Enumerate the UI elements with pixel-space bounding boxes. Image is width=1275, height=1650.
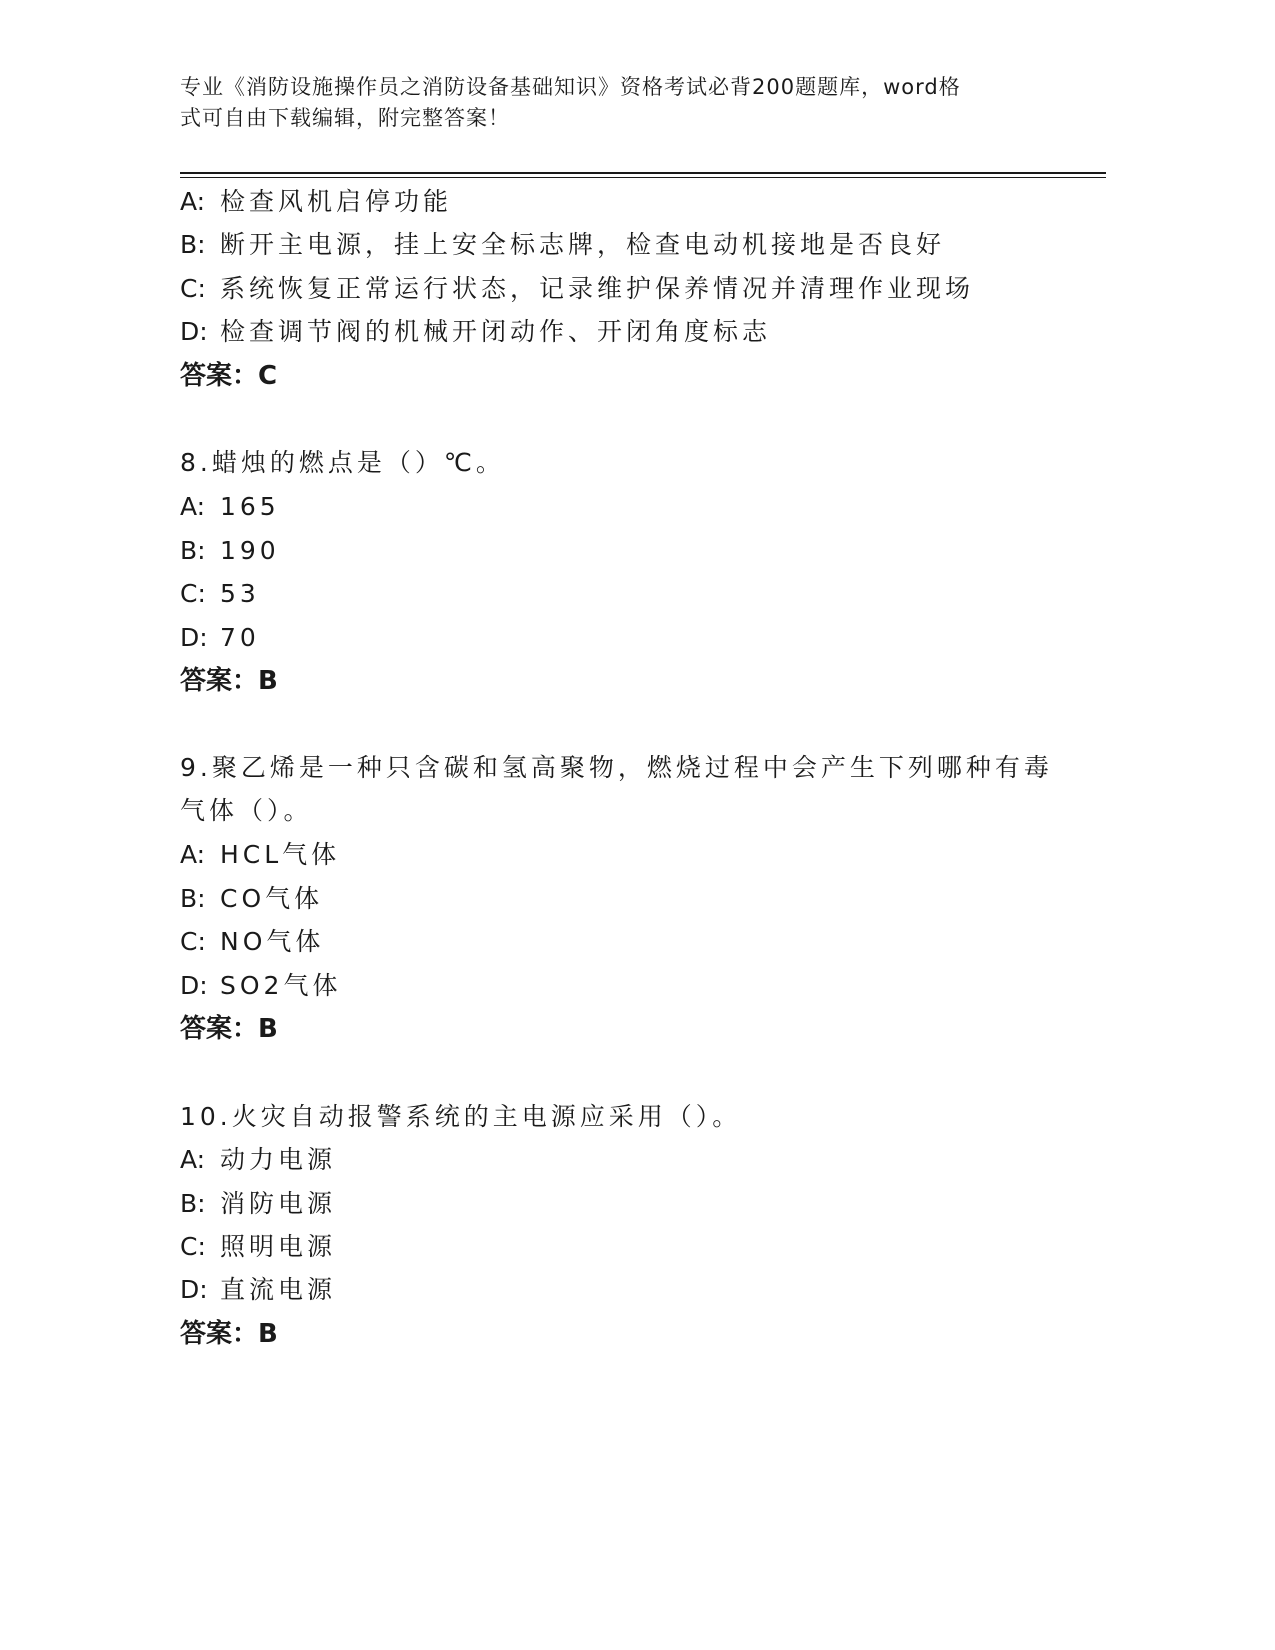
q7-option-d	[180, 317, 771, 347]
q10-option-b	[180, 1189, 336, 1219]
q10-option-c	[180, 1232, 336, 1262]
option-text: 165	[220, 492, 280, 521]
q8-option-c	[180, 579, 260, 609]
q9-option-b	[180, 884, 323, 914]
q9-option-a	[180, 840, 340, 870]
q7-option-b	[180, 230, 945, 260]
q8-answer: 答案：B	[180, 666, 278, 696]
q10-option-d	[180, 1275, 336, 1305]
option-label: A:	[180, 840, 206, 869]
option-label: D:	[180, 971, 208, 1000]
q9-option-d	[180, 971, 341, 1001]
q8-option-b	[180, 536, 280, 566]
q9-stem-line-1: 9.聚乙烯是一种只含碳和氢高聚物，燃烧过程中会产生下列哪种有毒	[180, 753, 1053, 782]
option-label: A:	[180, 1145, 206, 1174]
option-label: B:	[180, 1189, 206, 1218]
option-text: SO2气体	[220, 971, 342, 1000]
q7-answer: 答案：C	[180, 361, 278, 391]
option-label: D:	[180, 623, 208, 652]
document-header	[180, 72, 1040, 134]
option-text: 照明电源	[220, 1232, 337, 1261]
header-divider-thin	[180, 177, 1106, 178]
option-label: D:	[180, 317, 208, 346]
option-text: NO气体	[220, 927, 325, 956]
option-label: B:	[180, 536, 206, 565]
option-text: 190	[220, 536, 280, 565]
q7-option-a	[180, 187, 452, 217]
q9-option-c	[180, 927, 324, 957]
option-text: 系统恢复正常运行状态，记录维护保养情况并清理作业现场	[220, 274, 975, 303]
q10-stem: 10.火灾自动报警系统的主电源应采用（）。	[180, 1102, 742, 1131]
option-text: 消防电源	[220, 1189, 337, 1218]
option-text: CO气体	[220, 884, 324, 913]
option-text: 动力电源	[220, 1145, 337, 1174]
option-label: C:	[180, 274, 206, 303]
option-text: 检查风机启停功能	[220, 187, 453, 216]
option-text: 53	[220, 579, 260, 608]
q10-option-a	[180, 1145, 336, 1175]
q8-option-d	[180, 623, 260, 653]
q10-answer: 答案：B	[180, 1319, 278, 1349]
option-label: D:	[180, 1275, 208, 1304]
q9-stem-line-2: 气体（）。	[180, 796, 313, 825]
option-label: B:	[180, 230, 206, 259]
option-label: A:	[180, 492, 206, 521]
q8-stem: 8.蜡烛的燃点是（）℃。	[180, 448, 505, 477]
option-text: HCL气体	[220, 840, 341, 869]
option-text: 断开主电源，挂上安全标志牌，检查电动机接地是否良好	[220, 230, 946, 259]
option-text: 直流电源	[220, 1275, 337, 1304]
q7-option-c	[180, 274, 974, 304]
header-divider-thick	[180, 172, 1106, 174]
option-text: 70	[220, 623, 260, 652]
q8-option-a	[180, 492, 280, 522]
option-label: C:	[180, 1232, 206, 1261]
option-label: C:	[180, 927, 206, 956]
header-line-2: 式可自由下载编辑，附完整答案！	[180, 106, 510, 130]
q9-answer: 答案：B	[180, 1014, 278, 1044]
option-label: B:	[180, 884, 206, 913]
option-text: 检查调节阀的机械开闭动作、开闭角度标志	[220, 317, 772, 346]
header-line-1: 专业《消防设施操作员之消防设备基础知识》资格考试必背200题题库，word格	[180, 75, 961, 99]
option-label: C:	[180, 579, 206, 608]
option-label: A:	[180, 187, 206, 216]
